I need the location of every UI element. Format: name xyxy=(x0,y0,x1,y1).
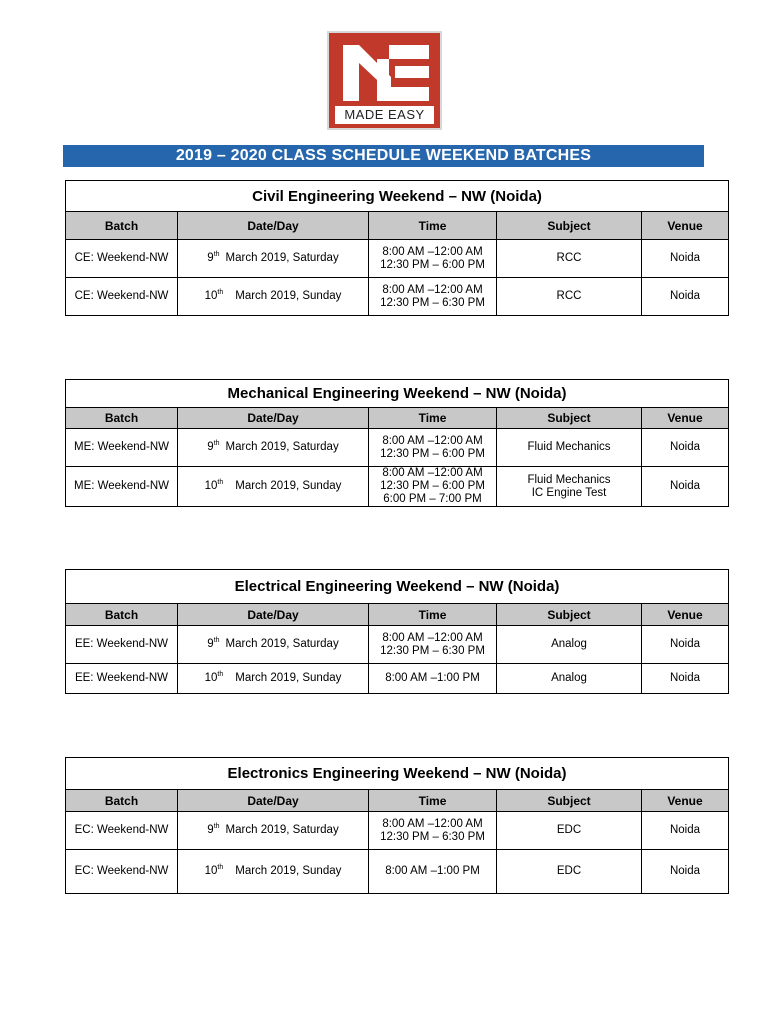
table-row xyxy=(66,850,729,894)
col-date-day: Date/Day xyxy=(178,212,369,240)
column-header-row xyxy=(66,604,729,626)
date-cell: 10th March 2019, Sunday xyxy=(178,278,369,316)
batch-cell: CE: Weekend-NW xyxy=(66,278,178,316)
date-cell: 10th March 2019, Sunday xyxy=(178,664,369,694)
made-easy-logo xyxy=(327,31,442,130)
table-row xyxy=(66,664,729,694)
col-subject: Subject xyxy=(497,790,642,812)
batch-cell: CE: Weekend-NW xyxy=(66,240,178,278)
date-cell: 10th March 2019, Sunday xyxy=(178,467,369,507)
table-row xyxy=(66,240,729,278)
venue-cell: Noida xyxy=(642,467,729,507)
col-venue: Venue xyxy=(642,790,729,812)
column-header-row xyxy=(66,790,729,812)
venue-cell: Noida xyxy=(642,664,729,694)
batch-cell: EC: Weekend-NW xyxy=(66,812,178,850)
col-time: Time xyxy=(369,790,497,812)
civil-schedule-table xyxy=(65,180,729,316)
batch-cell: EE: Weekend-NW xyxy=(66,664,178,694)
section-title: Civil Engineering Weekend – NW (Noida) xyxy=(66,181,729,212)
schedule-banner-title: 2019 – 2020 CLASS SCHEDULE WEEKEND BATCHES xyxy=(63,145,704,167)
batch-cell: ME: Weekend-NW xyxy=(66,467,178,507)
subject-cell: EDC xyxy=(497,812,642,850)
col-batch: Batch xyxy=(66,790,178,812)
mechanical-schedule-table xyxy=(65,379,729,507)
col-time: Time xyxy=(369,212,497,240)
subject-cell: EDC xyxy=(497,850,642,894)
time-cell: 8:00 AM –12:00 AM 12:30 PM – 6:00 PM xyxy=(369,240,497,278)
col-batch: Batch xyxy=(66,212,178,240)
table-row xyxy=(66,429,729,467)
venue-cell: Noida xyxy=(642,429,729,467)
col-date-day: Date/Day xyxy=(178,604,369,626)
subject-cell: RCC xyxy=(497,278,642,316)
table-row xyxy=(66,278,729,316)
subject-cell: Fluid Mechanics xyxy=(497,429,642,467)
table-row xyxy=(66,812,729,850)
electronics-schedule-table xyxy=(65,757,729,894)
subject-cell: Fluid Mechanics IC Engine Test xyxy=(497,467,642,507)
section-title: Electrical Engineering Weekend – NW (Noida) xyxy=(66,570,729,604)
venue-cell: Noida xyxy=(642,812,729,850)
subject-cell: RCC xyxy=(497,240,642,278)
date-cell: 9th March 2019, Saturday xyxy=(178,429,369,467)
time-cell: 8:00 AM –1:00 PM xyxy=(369,664,497,694)
column-header-row xyxy=(66,408,729,429)
col-venue: Venue xyxy=(642,212,729,240)
venue-cell: Noida xyxy=(642,278,729,316)
section-title: Mechanical Engineering Weekend – NW (Noida) xyxy=(66,380,729,408)
batch-cell: EC: Weekend-NW xyxy=(66,850,178,894)
table-row xyxy=(66,626,729,664)
time-cell: 8:00 AM –12:00 AM 12:30 PM – 6:00 PM 6:00 PM – 7:00 PM xyxy=(369,467,497,507)
time-cell: 8:00 AM –1:00 PM xyxy=(369,850,497,894)
logo-wordmark: MADE EASY xyxy=(335,106,434,124)
subject-cell: Analog xyxy=(497,664,642,694)
col-date-day: Date/Day xyxy=(178,408,369,429)
col-date-day: Date/Day xyxy=(178,790,369,812)
col-subject: Subject xyxy=(497,408,642,429)
date-cell: 9th March 2019, Saturday xyxy=(178,240,369,278)
venue-cell: Noida xyxy=(642,850,729,894)
date-cell: 10th March 2019, Sunday xyxy=(178,850,369,894)
date-cell: 9th March 2019, Saturday xyxy=(178,626,369,664)
date-cell: 9th March 2019, Saturday xyxy=(178,812,369,850)
time-cell: 8:00 AM –12:00 AM 12:30 PM – 6:00 PM xyxy=(369,429,497,467)
time-cell: 8:00 AM –12:00 AM 12:30 PM – 6:30 PM xyxy=(369,278,497,316)
batch-cell: EE: Weekend-NW xyxy=(66,626,178,664)
batch-cell: ME: Weekend-NW xyxy=(66,429,178,467)
electrical-schedule-table xyxy=(65,569,729,694)
col-batch: Batch xyxy=(66,604,178,626)
col-subject: Subject xyxy=(497,212,642,240)
time-cell: 8:00 AM –12:00 AM 12:30 PM – 6:30 PM xyxy=(369,812,497,850)
subject-cell: Analog xyxy=(497,626,642,664)
column-header-row xyxy=(66,212,729,240)
venue-cell: Noida xyxy=(642,240,729,278)
col-time: Time xyxy=(369,408,497,429)
col-venue: Venue xyxy=(642,408,729,429)
venue-cell: Noida xyxy=(642,626,729,664)
table-row xyxy=(66,467,729,507)
time-cell: 8:00 AM –12:00 AM 12:30 PM – 6:30 PM xyxy=(369,626,497,664)
col-venue: Venue xyxy=(642,604,729,626)
col-time: Time xyxy=(369,604,497,626)
col-batch: Batch xyxy=(66,408,178,429)
col-subject: Subject xyxy=(497,604,642,626)
section-title: Electronics Engineering Weekend – NW (Noida) xyxy=(66,758,729,790)
